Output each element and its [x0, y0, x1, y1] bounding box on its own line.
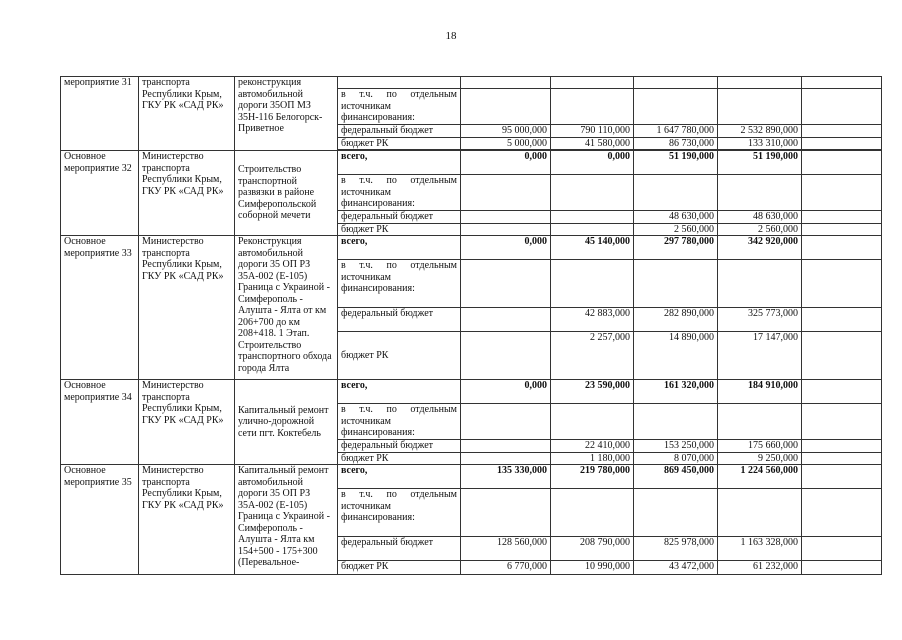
- total-label: всего,: [338, 151, 461, 175]
- value-cell: [551, 77, 634, 89]
- value-cell: 184 910,000: [718, 380, 802, 404]
- value-cell: [634, 404, 718, 440]
- value-cell: [718, 77, 802, 89]
- value-cell: 48 630,000: [718, 211, 802, 224]
- responsible-cell: Министерство транспорта Республики Крым, ГКУ РК «САД РК»: [139, 151, 235, 236]
- total-label: всего,: [338, 236, 461, 260]
- value-cell: [718, 260, 802, 308]
- value-cell: 2 257,000: [551, 332, 634, 380]
- value-cell: 61 232,000: [718, 561, 802, 575]
- value-cell: 153 250,000: [634, 440, 718, 453]
- activity-name: Основное мероприятие 33: [61, 236, 139, 380]
- value-cell: 825 978,000: [634, 537, 718, 561]
- value-cell: 0,000: [461, 236, 551, 260]
- value-cell: [461, 404, 551, 440]
- value-cell: 9 250,000: [718, 452, 802, 465]
- value-cell: 2 532 890,000: [718, 125, 802, 138]
- value-cell: 342 920,000: [718, 236, 802, 260]
- fin-source-label: в т.ч. по отдельным источникам финансирования:: [338, 404, 461, 440]
- rk-budget-label: бюджет РК: [338, 223, 461, 236]
- value-cell: 790 110,000: [551, 125, 634, 138]
- value-cell: [802, 223, 882, 236]
- budget-table: [60, 76, 882, 575]
- value-cell: 95 000,000: [461, 125, 551, 138]
- federal-budget-label: федеральный бюджет: [338, 211, 461, 224]
- value-cell: [802, 452, 882, 465]
- value-cell: [802, 404, 882, 440]
- value-cell: [461, 89, 551, 125]
- federal-budget-label: федеральный бюджет: [338, 125, 461, 138]
- value-cell: [634, 77, 718, 89]
- value-cell: 17 147,000: [718, 332, 802, 380]
- activity-name: Основное мероприятие 34: [61, 380, 139, 465]
- activity-name: Основное мероприятие 32: [61, 151, 139, 236]
- rk-budget-label: бюджет РК: [338, 332, 461, 380]
- value-cell: 8 070,000: [634, 452, 718, 465]
- value-cell: [551, 223, 634, 236]
- value-cell: [634, 489, 718, 537]
- fin-source-label: в т.ч. по отдельным источникам финансирования:: [338, 489, 461, 537]
- value-cell: [551, 89, 634, 125]
- fin-source-label: в т.ч. по отдельным источникам финансирования:: [338, 260, 461, 308]
- value-cell: 869 450,000: [634, 465, 718, 489]
- value-cell: [461, 489, 551, 537]
- value-cell: 128 560,000: [461, 537, 551, 561]
- value-cell: 175 660,000: [718, 440, 802, 453]
- value-cell: [634, 89, 718, 125]
- value-cell: 5 000,000: [461, 137, 551, 150]
- value-cell: [461, 211, 551, 224]
- value-cell: [718, 175, 802, 211]
- rk-budget-label: бюджет РК: [338, 561, 461, 575]
- value-cell: 51 190,000: [634, 151, 718, 175]
- value-cell: [802, 561, 882, 575]
- activity-name: мероприятие 31: [61, 77, 139, 151]
- value-cell: 45 140,000: [551, 236, 634, 260]
- value-cell: [802, 125, 882, 138]
- responsible-cell: Министерство транспорта Республики Крым, ГКУ РК «САД РК»: [139, 236, 235, 380]
- value-cell: [802, 308, 882, 332]
- fin-source-cell: [338, 77, 461, 89]
- value-cell: 2 560,000: [718, 223, 802, 236]
- value-cell: 1 224 560,000: [718, 465, 802, 489]
- value-cell: 48 630,000: [634, 211, 718, 224]
- description-cell: Реконструкция автомобильной дороги 35 ОП РЗ 35А-002 (Е-105) Граница с Украиной - Симферополь - Алушта - Ялта от км 206+700 до км 208+418. 1 Этап. Строительство транспортного обхода города Ялта: [235, 236, 338, 380]
- total-label: всего,: [338, 465, 461, 489]
- value-cell: 22 410,000: [551, 440, 634, 453]
- value-cell: 41 580,000: [551, 137, 634, 150]
- value-cell: [551, 260, 634, 308]
- fin-source-label: в т.ч. по отдельным источникам финансирования:: [338, 175, 461, 211]
- value-cell: 1 647 780,000: [634, 125, 718, 138]
- page-number: 18: [445, 30, 457, 42]
- value-cell: 133 310,000: [718, 137, 802, 150]
- value-cell: [802, 332, 882, 380]
- value-cell: 2 560,000: [634, 223, 718, 236]
- value-cell: [551, 489, 634, 537]
- value-cell: 43 472,000: [634, 561, 718, 575]
- value-cell: [802, 151, 882, 175]
- value-cell: [551, 404, 634, 440]
- responsible-cell: Министерство транспорта Республики Крым, ГКУ РК «САД РК»: [139, 465, 235, 575]
- value-cell: 219 780,000: [551, 465, 634, 489]
- value-cell: 10 990,000: [551, 561, 634, 575]
- table-row: [61, 380, 882, 404]
- value-cell: [802, 77, 882, 89]
- description-cell: Капитальный ремонт улично-дорожной сети пгт. Коктебель: [235, 380, 338, 465]
- value-cell: [802, 489, 882, 537]
- value-cell: 6 770,000: [461, 561, 551, 575]
- fin-source-label: в т.ч. по отдельным источникам финансирования:: [338, 89, 461, 125]
- value-cell: [461, 332, 551, 380]
- value-cell: [802, 380, 882, 404]
- value-cell: [551, 175, 634, 211]
- value-cell: [461, 77, 551, 89]
- value-cell: 0,000: [551, 151, 634, 175]
- federal-budget-label: федеральный бюджет: [338, 308, 461, 332]
- value-cell: 208 790,000: [551, 537, 634, 561]
- value-cell: 297 780,000: [634, 236, 718, 260]
- value-cell: [461, 440, 551, 453]
- value-cell: 325 773,000: [718, 308, 802, 332]
- value-cell: [802, 260, 882, 308]
- value-cell: 135 330,000: [461, 465, 551, 489]
- value-cell: [461, 175, 551, 211]
- value-cell: [802, 175, 882, 211]
- value-cell: 282 890,000: [634, 308, 718, 332]
- rk-budget-label: бюджет РК: [338, 452, 461, 465]
- value-cell: 161 320,000: [634, 380, 718, 404]
- value-cell: 51 190,000: [718, 151, 802, 175]
- value-cell: 86 730,000: [634, 137, 718, 150]
- description-cell: Строительство транспортной развязки в районе Симферопольской соборной мечети: [235, 151, 338, 236]
- federal-budget-label: федеральный бюджет: [338, 537, 461, 561]
- responsible-cell: Министерство транспорта Республики Крым, ГКУ РК «САД РК»: [139, 380, 235, 465]
- value-cell: 0,000: [461, 151, 551, 175]
- value-cell: [634, 175, 718, 211]
- value-cell: [718, 89, 802, 125]
- value-cell: [461, 308, 551, 332]
- description-cell: Капитальный ремонт автомобильной дороги 35 ОП РЗ 35А-002 (Е-105) Граница с Украиной - Симферополь - Алушта - Ялта км 154+500 - 175+300 (Перевальное-: [235, 465, 338, 575]
- value-cell: [461, 452, 551, 465]
- table-row: [61, 77, 882, 89]
- value-cell: [802, 137, 882, 150]
- value-cell: [802, 236, 882, 260]
- value-cell: 1 180,000: [551, 452, 634, 465]
- table-row: [61, 236, 882, 260]
- total-label: всего,: [338, 380, 461, 404]
- value-cell: [718, 489, 802, 537]
- table-row: [61, 465, 882, 489]
- value-cell: [634, 260, 718, 308]
- value-cell: 42 883,000: [551, 308, 634, 332]
- federal-budget-label: федеральный бюджет: [338, 440, 461, 453]
- value-cell: [461, 260, 551, 308]
- value-cell: [461, 223, 551, 236]
- rk-budget-label: бюджет РК: [338, 137, 461, 150]
- description-cell: реконструкция автомобильной дороги 35ОП МЗ 35Н-116 Белогорск-Приветное: [235, 77, 338, 151]
- activity-name: Основное мероприятие 35: [61, 465, 139, 575]
- value-cell: [551, 211, 634, 224]
- value-cell: 0,000: [461, 380, 551, 404]
- value-cell: 23 590,000: [551, 380, 634, 404]
- value-cell: [802, 89, 882, 125]
- value-cell: [802, 440, 882, 453]
- table-row: [61, 151, 882, 175]
- value-cell: 14 890,000: [634, 332, 718, 380]
- responsible-cell: транспорта Республики Крым, ГКУ РК «САД РК»: [139, 77, 235, 151]
- value-cell: 1 163 328,000: [718, 537, 802, 561]
- value-cell: [802, 211, 882, 224]
- value-cell: [802, 465, 882, 489]
- value-cell: [718, 404, 802, 440]
- value-cell: [802, 537, 882, 561]
